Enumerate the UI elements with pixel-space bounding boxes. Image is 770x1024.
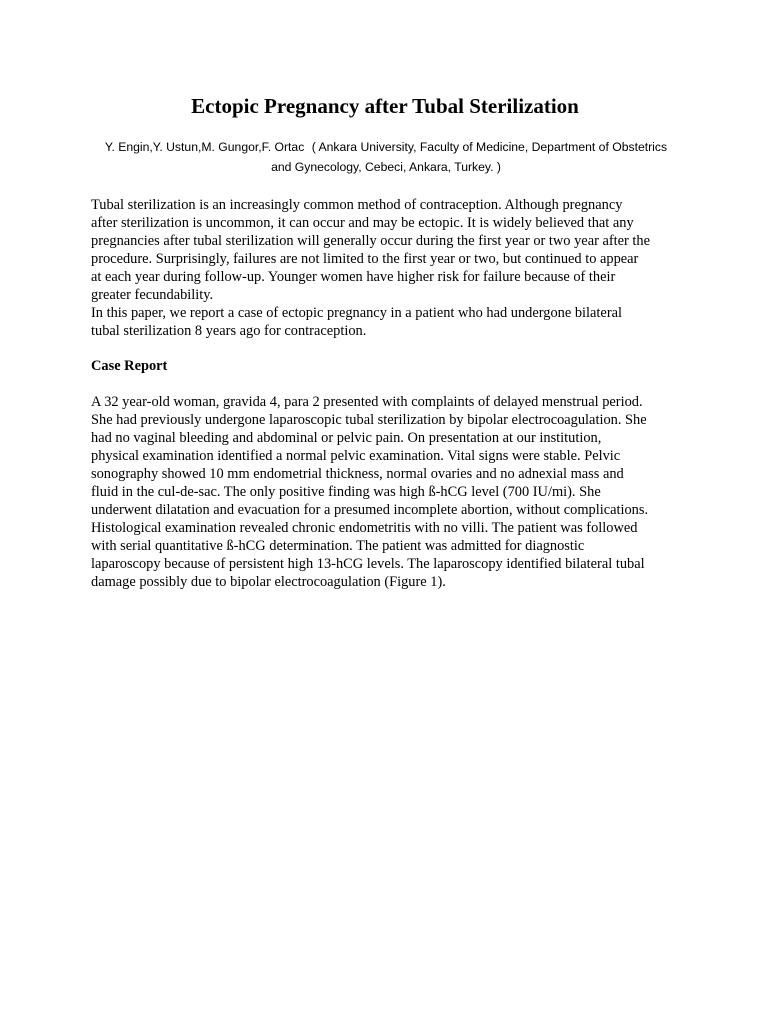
text-line: had no vaginal bleeding and abdominal or pelvic pain. On presentation at our institution, <box>91 430 602 446</box>
author-line-1 <box>88 137 684 157</box>
text-line: procedure. Surprisingly, failures are not limited to the first year or two, but continued to appear <box>91 251 639 267</box>
text-line: She had previously undergone laparoscopic tubal sterilization by bipolar electrocoagulation. She <box>91 412 647 428</box>
paper-title: Ectopic Pregnancy after Tubal Sterilization <box>191 94 579 118</box>
text-line: A 32 year-old woman, gravida 4, para 2 presented with complaints of delayed menstrual period. <box>91 394 643 410</box>
text-line: damage possibly due to bipolar electrocoagulation (Figure 1). <box>91 574 446 590</box>
text-line: at each year during follow-up. Younger women have higher risk for failure because of their <box>91 269 616 285</box>
text-line: underwent dilatation and evacuation for a presumed incomplete abortion, without complications. <box>91 502 649 518</box>
text-line: after sterilization is uncommon, it can occur and may be ectopic. It is widely believed that any <box>91 215 634 231</box>
text-line: Histological examination revealed chronic endometritis with no villi. The patient was followed <box>91 520 638 536</box>
text-line: In this paper, we report a case of ectopic pregnancy in a patient who had undergone bilateral <box>91 305 622 321</box>
text-line: fluid in the cul-de-sac. The only positive finding was high ß-hCG level (700 IU/mi). She <box>91 484 601 500</box>
case-report-heading: Case Report <box>91 358 168 374</box>
text-line: sonography showed 10 mm endometrial thickness, normal ovaries and no adnexial mass and <box>91 466 624 482</box>
text-line: laparoscopy because of persistent high 13-hCG levels. The laparoscopy identified bilateral tubal <box>91 556 645 572</box>
intro-paragraph <box>91 196 688 340</box>
author-names: Y. Engin,Y. Ustun,M. Gungor,F. Ortac <box>104 140 305 154</box>
text-line: greater fecundability. <box>91 287 214 303</box>
affiliation-line-2: and Gynecology, Cebeci, Ankara, Turkey. ) <box>271 160 501 174</box>
text-line: pregnancies after tubal sterilization will generally occur during the first year or two year after the <box>91 233 651 249</box>
author-block <box>88 137 684 177</box>
case-report-paragraph <box>91 393 688 591</box>
text-line: physical examination identified a normal pelvic examination. Vital signs were stable. Pelvic <box>91 448 621 464</box>
text-line: with serial quantitative ß-hCG determination. The patient was admitted for diagnostic <box>91 538 585 554</box>
text-line: tubal sterilization 8 years ago for contraception. <box>91 323 367 339</box>
text-line: Tubal sterilization is an increasingly common method of contraception. Although pregnancy <box>91 197 623 213</box>
affiliation-line-1: ( Ankara University, Faculty of Medicine, Department of Obstetrics <box>311 140 668 154</box>
